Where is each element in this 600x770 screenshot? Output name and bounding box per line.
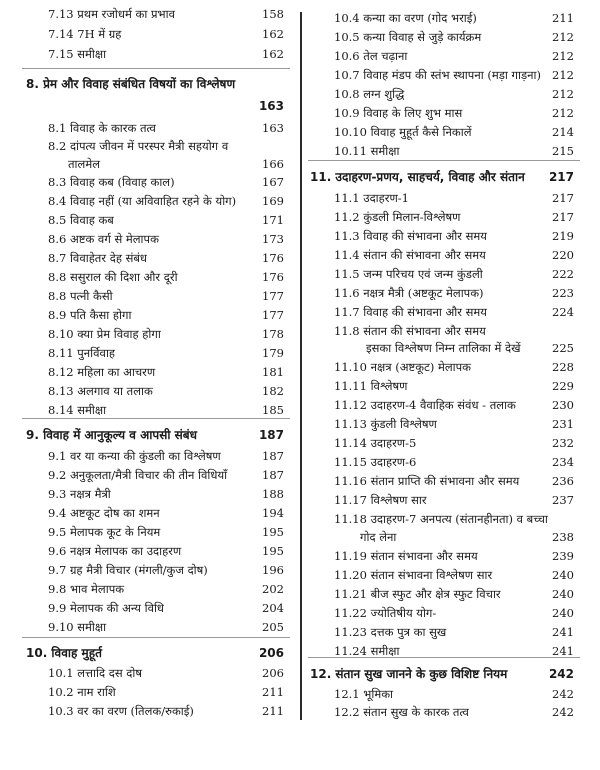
toc-page-number: 222 <box>552 267 574 281</box>
toc-entry-title: 9.1 वर या कन्या की कुंडली का विश्लेषण <box>48 449 221 463</box>
toc-entry-title: 11.14 उदाहरण-5 <box>334 436 417 450</box>
toc-entry-title: 11.11 विश्लेषण <box>334 379 408 393</box>
toc-page-number: 223 <box>552 286 574 300</box>
toc-entry-title: 8. प्रेम और विवाह संबंधित विषयों का विश्लेषण <box>26 77 236 91</box>
toc-entry <box>0 381 296 401</box>
toc-entry-title: 10.2 नाम राशि <box>48 685 116 699</box>
toc-page-number: 228 <box>552 360 574 374</box>
toc-entry-title: 11.20 संतान संभावना विश्लेषण सार <box>334 568 493 582</box>
toc-entry-title: 11.8 संतान की संभावना और समय <box>334 324 486 338</box>
toc-entry-title: 8.13 अलगाव या तलाक <box>48 384 153 398</box>
toc-entry <box>0 44 296 64</box>
toc-entry-title: 11.5 जन्म परिचय एवं जन्म कुंडली <box>334 267 483 281</box>
toc-entry-title: 11.15 उदाहरण-6 <box>334 455 417 469</box>
toc-page-number: 162 <box>262 47 284 61</box>
toc-page-number: 240 <box>552 606 574 620</box>
toc-entry <box>304 207 594 227</box>
toc-page-number: 236 <box>552 474 574 488</box>
toc-page-number: 195 <box>262 525 284 539</box>
toc-entry <box>304 622 594 642</box>
toc-page-number: 212 <box>552 49 574 63</box>
toc-entry-title: 11.17 विश्लेषण सार <box>334 493 427 507</box>
toc-page-number: 217 <box>552 191 574 205</box>
toc-entry <box>0 172 296 192</box>
toc-entry <box>304 27 594 47</box>
toc-entry <box>304 103 594 123</box>
toc-entry-title: 8.9 पति कैसा होगा <box>48 308 132 322</box>
toc-entry <box>304 471 594 491</box>
toc-entry <box>0 400 296 420</box>
toc-page-number: 238 <box>552 530 574 544</box>
toc-entry <box>304 302 594 322</box>
toc-page-number: 240 <box>552 587 574 601</box>
toc-entry-title: 9. विवाह में आनुकूल्य व आपसी संबंध <box>26 428 197 442</box>
chapter-divider <box>22 68 290 69</box>
toc-page-number: 241 <box>552 625 574 639</box>
toc-entry <box>0 663 296 683</box>
toc-page-number: 179 <box>262 346 284 360</box>
toc-entry-title: 10.8 लग्न शुद्धि <box>334 87 405 101</box>
toc-entry-title: 11. उदाहरण-प्रणय, साहचर्य, विवाह और संतान <box>310 170 525 184</box>
toc-page-number: 242 <box>552 705 574 719</box>
toc-entry <box>0 560 296 580</box>
toc-page-number: 187 <box>258 428 284 442</box>
toc-page-number: 211 <box>262 685 284 699</box>
toc-entry <box>0 229 296 249</box>
toc-entry-title: 11.22 ज्योतिषीय योग- <box>334 606 437 620</box>
toc-entry <box>304 264 594 284</box>
toc-entry <box>304 527 594 547</box>
toc-entry <box>0 446 296 466</box>
toc-entry-title: 11.12 उदाहरण-4 वैवाहिक संवंध - तलाक <box>334 398 516 412</box>
toc-page-number: 171 <box>262 213 284 227</box>
toc-entry <box>304 226 594 246</box>
toc-entry-title: 9.4 अष्टकूट दोष का शमन <box>48 506 160 520</box>
toc-page-number: 225 <box>552 341 574 355</box>
toc-page-number: 242 <box>548 667 574 681</box>
toc-entry <box>0 4 296 24</box>
toc-entry-title: 11.3 विवाह की संभावना और समय <box>334 229 487 243</box>
toc-entry <box>304 283 594 303</box>
toc-entry <box>0 617 296 637</box>
toc-page-number: 237 <box>552 493 574 507</box>
toc-chapter-heading <box>0 96 296 116</box>
column-divider-rule <box>300 12 302 720</box>
toc-entry-title: 10.7 विवाह मंडप की स्तंभ स्थापना (मड़ा गाड़ना) <box>334 68 541 82</box>
toc-page-number: 182 <box>262 384 284 398</box>
toc-entry-title: 9.6 नक्षत्र मेलापक का उदाहरण <box>48 544 182 558</box>
toc-entry <box>0 136 296 156</box>
toc-entry-title: तालमेल <box>68 157 101 171</box>
toc-entry-title: 8.12 महिला का आचरण <box>48 365 156 379</box>
toc-page-number: 215 <box>552 144 574 158</box>
toc-entry <box>0 324 296 344</box>
toc-entry-title: गोद लेना <box>360 530 397 544</box>
toc-entry-title: 10.4 कन्या का वरण (गोद भराई) <box>334 11 477 25</box>
toc-entry-title: 11.18 उदाहरण-7 अनपत्य (संतानहीनता) व बच्चा <box>334 512 548 526</box>
toc-entry <box>0 118 296 138</box>
toc-entry <box>0 24 296 44</box>
toc-entry-title: 11.6 नक्षत्र मैत्री (अष्टकूट मेलापक) <box>334 286 484 300</box>
toc-entry-title: 9.10 समीक्षा <box>48 620 107 634</box>
toc-entry <box>0 579 296 599</box>
toc-page-number: 219 <box>552 229 574 243</box>
toc-entry-title: इसका विश्लेषण निम्न तालिका में देखें <box>366 341 521 355</box>
toc-entry <box>0 362 296 382</box>
toc-entry <box>304 357 594 377</box>
toc-page-number: 206 <box>258 646 284 660</box>
toc-entry-title: 10.10 विवाह मुहूर्त कैसे निकालें <box>334 125 472 139</box>
toc-entry-title: 10.5 कन्या विवाह से जुड़े कार्यक्रम <box>334 30 482 44</box>
toc-page-number: 163 <box>258 99 284 113</box>
toc-entry-title: 11.7 विवाह की संभावना और समय <box>334 305 487 319</box>
toc-entry <box>304 338 594 358</box>
toc-entry-title: 11.19 संतान संभावना और समय <box>334 549 478 563</box>
toc-page-number: 177 <box>262 289 284 303</box>
toc-page-number: 188 <box>262 487 284 501</box>
toc-chapter-heading <box>304 167 594 187</box>
toc-entry-title: 8.14 समीक्षा <box>48 403 107 417</box>
toc-entry-title: 9.9 मेलापक की अन्य विधि <box>48 601 165 615</box>
toc-entry <box>0 248 296 268</box>
toc-entry <box>0 210 296 230</box>
toc-entry-title: 11.4 संतान की संभावना और समय <box>334 248 486 262</box>
toc-entry-title: 9.8 भाव मेलापक <box>48 582 125 596</box>
toc-page-number: 240 <box>552 568 574 582</box>
toc-entry <box>304 414 594 434</box>
toc-entry <box>0 503 296 523</box>
toc-entry-title: 8.1 विवाह के कारक तत्व <box>48 121 156 135</box>
toc-entry <box>304 122 594 142</box>
toc-entry-title: 12.2 संतान सुख के कारक तत्व <box>334 705 469 719</box>
toc-entry-title: 11.10 नक्षत्र (अष्टकूट) मेलापक <box>334 360 471 374</box>
toc-page-number: 194 <box>262 506 284 520</box>
toc-entry <box>0 484 296 504</box>
toc-entry-title: 9.7 ग्रह मैत्री विचार (मंगली/कुज दोष) <box>48 563 208 577</box>
toc-page-number: 224 <box>552 305 574 319</box>
toc-page-number: 167 <box>262 175 284 189</box>
toc-page-number: 181 <box>262 365 284 379</box>
toc-page-number: 239 <box>552 549 574 563</box>
toc-entry <box>304 245 594 265</box>
toc-entry-title: 8.3 विवाह कब (विवाह काल) <box>48 175 175 189</box>
toc-entry <box>0 267 296 287</box>
toc-entry-title: 8.5 विवाह कब <box>48 213 114 227</box>
toc-page-number: 176 <box>262 270 284 284</box>
toc-chapter-heading <box>0 425 296 445</box>
toc-entry-title: 12.1 भूमिका <box>334 687 394 701</box>
toc-page-number: 212 <box>552 30 574 44</box>
toc-chapter-heading <box>0 643 296 663</box>
toc-entry <box>304 141 594 161</box>
toc-entry-title: 8.8 पत्नी कैसी <box>48 289 113 303</box>
toc-page-number: 169 <box>262 194 284 208</box>
toc-entry <box>304 509 594 529</box>
toc-entry-title: 7.14 7H में ग्रह <box>48 27 122 41</box>
toc-page-number: 187 <box>262 468 284 482</box>
toc-page-number: 178 <box>262 327 284 341</box>
toc-entry-title: 8.7 विवाहेतर देह संबंध <box>48 251 147 265</box>
toc-entry-title: 9.5 मेलापक कूट के नियम <box>48 525 161 539</box>
toc-page-number: 195 <box>262 544 284 558</box>
toc-entry-title: 11.1 उदाहरण-1 <box>334 191 409 205</box>
toc-page-number: 166 <box>262 157 284 171</box>
toc-entry-title: 8.6 अष्टक वर्ग से मेलापक <box>48 232 159 246</box>
toc-page-number: 162 <box>262 27 284 41</box>
toc-entry <box>0 541 296 561</box>
toc-entry-title: 10.6 तेल चढ़ाना <box>334 49 408 63</box>
toc-entry-title: 11.2 कुंडली मिलान-विश्लेषण <box>334 210 461 224</box>
toc-page-number: 163 <box>262 121 284 135</box>
toc-entry-title: 11.24 समीक्षा <box>334 644 400 658</box>
toc-page-number: 158 <box>262 7 284 21</box>
toc-page-number: 217 <box>552 210 574 224</box>
toc-entry <box>304 684 594 704</box>
toc-entry-title: 7.13 प्रथम रजोधर्म का प्रभाव <box>48 7 175 21</box>
toc-entry <box>0 343 296 363</box>
toc-entry-title: 10.11 समीक्षा <box>334 144 400 158</box>
toc-entry-title: 11.21 बीज स्फुट और क्षेत्र स्फुट विचार <box>334 587 501 601</box>
toc-page-number: 241 <box>552 644 574 658</box>
toc-entry-title: 10.3 वर का वरण (तिलक/रुकाई) <box>48 704 194 718</box>
toc-entry <box>304 84 594 104</box>
toc-entry <box>304 584 594 604</box>
toc-page-number: 202 <box>262 582 284 596</box>
toc-page-number: 231 <box>552 417 574 431</box>
toc-entry-title: 7.15 समीक्षा <box>48 47 107 61</box>
toc-page-number: 217 <box>548 170 574 184</box>
toc-entry-title: 10. विवाह मुहूर्त <box>26 646 102 660</box>
toc-page-number: 229 <box>552 379 574 393</box>
toc-entry <box>304 395 594 415</box>
toc-entry <box>304 702 594 722</box>
toc-entry-title: 10.9 विवाह के लिए शुभ मास <box>334 106 463 120</box>
toc-page-number: 214 <box>552 125 574 139</box>
toc-chapter-heading <box>304 664 594 684</box>
toc-entry-title: 11.13 कुंडली विश्लेषण <box>334 417 437 431</box>
toc-entry-title: 8.4 विवाह नहीं (या अविवाहित रहने के योग) <box>48 194 237 208</box>
toc-page-number: 196 <box>262 563 284 577</box>
chapter-divider <box>22 637 290 638</box>
toc-page-number: 187 <box>262 449 284 463</box>
toc-page-number: 212 <box>552 106 574 120</box>
toc-entry <box>0 154 296 174</box>
toc-entry-title: 9.3 नक्षत्र मैत्री <box>48 487 111 501</box>
toc-entry <box>0 465 296 485</box>
toc-page-number: 185 <box>262 403 284 417</box>
toc-chapter-heading <box>0 74 296 94</box>
toc-page-number: 176 <box>262 251 284 265</box>
toc-page-number: 177 <box>262 308 284 322</box>
toc-page-number: 173 <box>262 232 284 246</box>
toc-entry-title: 8.2 दांपत्य जीवन में परस्पर मैत्री सहयोग व <box>48 139 229 153</box>
toc-entry <box>304 490 594 510</box>
toc-entry <box>0 286 296 306</box>
toc-page-number: 230 <box>552 398 574 412</box>
toc-page-number: 220 <box>552 248 574 262</box>
toc-entry <box>0 598 296 618</box>
toc-entry <box>304 603 594 623</box>
toc-entry-title: 12. संतान सुख जानने के कुछ विशिष्ट नियम <box>310 667 508 681</box>
toc-entry <box>0 682 296 702</box>
toc-entry <box>304 452 594 472</box>
toc-entry <box>304 8 594 28</box>
toc-entry-title: 8.10 क्या प्रेम विवाह होगा <box>48 327 161 341</box>
toc-entry <box>0 305 296 325</box>
toc-entry <box>0 191 296 211</box>
toc-entry-title: 9.2 अनुकूलता/मैत्री विचार की तीन विधियाँ <box>48 468 228 482</box>
toc-entry <box>304 565 594 585</box>
toc-entry-title: 8.11 पुनर्विवाह <box>48 346 116 360</box>
toc-entry-title: 8.8 ससुराल की दिशा और दूरी <box>48 270 178 284</box>
toc-page-number: 232 <box>552 436 574 450</box>
toc-entry <box>304 46 594 66</box>
toc-page-number: 204 <box>262 601 284 615</box>
toc-entry <box>0 701 296 721</box>
toc-page-number: 242 <box>552 687 574 701</box>
toc-entry <box>304 546 594 566</box>
toc-page-number: 211 <box>262 704 284 718</box>
toc-page-number: 212 <box>552 68 574 82</box>
toc-entry-title: 11.16 संतान प्राप्ति की संभावना और समय <box>334 474 520 488</box>
toc-page-number: 234 <box>552 455 574 469</box>
toc-page-number: 211 <box>552 11 574 25</box>
toc-entry-title: 11.23 दत्तक पुत्र का सुख <box>334 625 447 639</box>
toc-entry <box>304 188 594 208</box>
toc-entry <box>304 65 594 85</box>
toc-entry <box>0 522 296 542</box>
toc-entry <box>304 641 594 661</box>
toc-page-number: 206 <box>262 666 284 680</box>
toc-entry <box>304 376 594 396</box>
toc-entry-title: 10.1 लत्तादि दस दोष <box>48 666 142 680</box>
toc-page-number: 212 <box>552 87 574 101</box>
toc-page-number: 205 <box>262 620 284 634</box>
toc-entry <box>304 433 594 453</box>
